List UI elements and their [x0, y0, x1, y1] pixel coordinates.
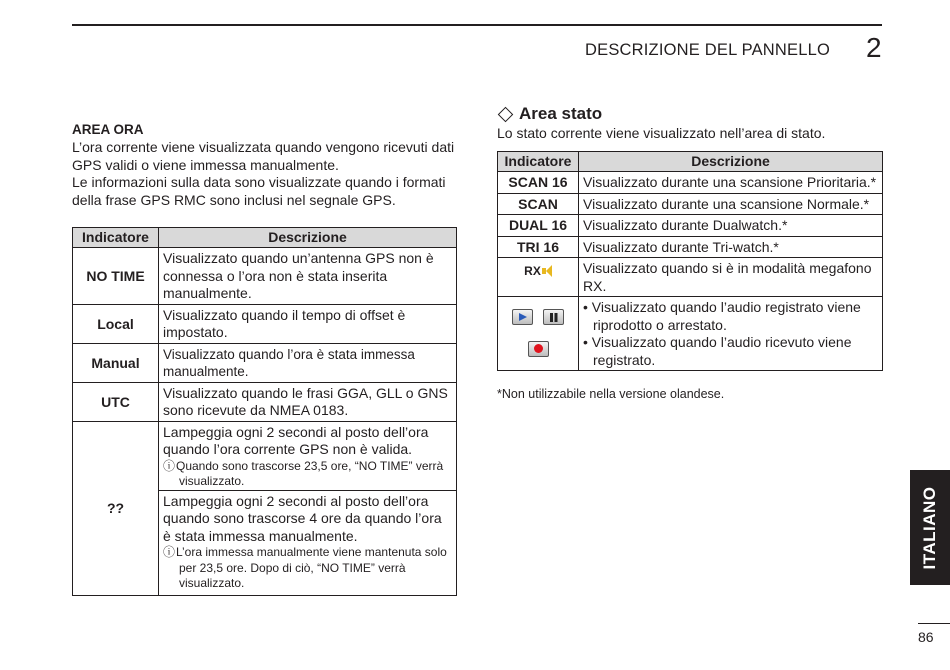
record-icon	[528, 341, 549, 357]
info-icon: ⓘ	[163, 458, 176, 473]
indicator-cell: SCAN 16	[498, 172, 579, 194]
language-tab	[910, 470, 950, 585]
paragraph: Le informazioni sulla data sono visualizzate quando i formati della frase GPS RMC sono inclusi nel segnale GPS.	[72, 174, 446, 208]
indicator-cell: Manual	[73, 343, 159, 382]
column-header: Descrizione	[159, 228, 457, 248]
status-indicator-table	[497, 151, 883, 371]
footnote: *Non utilizzabile nella versione olandese.	[497, 387, 725, 401]
description-cell: Visualizzato durante Tri-watch.*	[579, 236, 883, 258]
indicator-cell: TRI 16	[498, 236, 579, 258]
table-row	[498, 172, 883, 194]
paragraph: L’ora corrente viene visualizzata quando vengono ricevuti dati GPS validi o viene immessa manualmente.	[72, 139, 455, 173]
section-title: AREA ORA	[72, 122, 144, 137]
table-row	[73, 343, 457, 382]
table-row	[73, 304, 457, 343]
rx-label: RX	[524, 264, 541, 278]
diamond-icon	[498, 106, 514, 122]
speaker-cone	[546, 265, 552, 277]
description-cell: Visualizzato quando le frasi GGA, GLL o GNS sono ricevute da NMEA 0183.	[159, 382, 457, 421]
column-header: Indicatore	[498, 152, 579, 172]
description-text: Lampeggia ogni 2 secondi al posto dell’ora quando sono trascorse 4 ore da quando l’ora è stata immessa manualmente.	[163, 492, 442, 544]
page-rule	[918, 623, 950, 624]
playback-icons	[498, 309, 578, 327]
record-icons	[498, 341, 578, 359]
description-cell: Visualizzato quando l’ora è stata immessa manualmente.	[159, 343, 457, 382]
table-row	[498, 297, 883, 371]
play-icon	[512, 309, 533, 325]
table-row	[73, 248, 457, 305]
pause-icon	[543, 309, 564, 325]
indicator-cell: Local	[73, 304, 159, 343]
section-subtitle: Lo stato corrente viene visualizzato nell’area di stato.	[497, 125, 826, 141]
sub-description	[159, 490, 456, 594]
table-row	[498, 215, 883, 237]
indicator-cell: ??	[73, 421, 159, 595]
table-row	[498, 193, 883, 215]
chapter-title: DESCRIZIONE DEL PANNELLO	[585, 41, 831, 59]
note-text: L’ora immessa manualmente viene mantenuta solo per 23,5 ore. Dopo di ciò, “NO TIME” verrà visualizzato.	[176, 545, 447, 590]
table-header-row	[498, 152, 883, 172]
time-area-section	[72, 121, 462, 209]
bullet-item: • Visualizzato quando l’audio ricevuto viene registrato.	[583, 334, 852, 368]
language-label: ITALIANO	[920, 485, 939, 570]
indicator-cell: DUAL 16	[498, 215, 579, 237]
section-heading-text: Area stato	[519, 104, 603, 123]
description-cell: Visualizzato quando un’antenna GPS non è connessa o l’ora non è stata inserita manualmente.	[159, 248, 457, 305]
description-cell: Visualizzato durante Dualwatch.*	[579, 215, 883, 237]
rx-megaphone-icon	[524, 264, 552, 278]
chapter-number: 2	[866, 32, 882, 63]
description-cell: Visualizzato durante una scansione Prioritaria.*	[579, 172, 883, 194]
note-text: Quando sono trascorse 23,5 ore, “NO TIME” verrà visualizzato.	[176, 458, 444, 488]
indicator-cell: UTC	[73, 382, 159, 421]
table-row	[73, 382, 457, 421]
table-header-row	[73, 228, 457, 248]
indicator-cell	[498, 258, 579, 297]
description-cell: Visualizzato durante una scansione Normale.*	[579, 193, 883, 215]
note	[163, 545, 452, 592]
indicator-cell: SCAN	[498, 193, 579, 215]
bullet-item: • Visualizzato quando l’audio registrato viene riprodotto o arrestato.	[583, 299, 861, 333]
time-indicator-table	[72, 227, 457, 596]
note	[163, 459, 452, 490]
column-header: Indicatore	[73, 228, 159, 248]
description-cell	[159, 421, 457, 595]
page-number: 86	[918, 629, 934, 645]
indicator-cell: NO TIME	[73, 248, 159, 305]
status-area-section	[497, 103, 887, 142]
column-header: Descrizione	[579, 152, 883, 172]
description-cell	[579, 297, 883, 371]
table-row	[498, 258, 883, 297]
top-rule	[72, 24, 882, 26]
description-text: Lampeggia ogni 2 secondi al posto dell’ora quando l’ora corrente GPS non è valida.	[163, 423, 429, 457]
indicator-cell	[498, 297, 579, 371]
table-row	[498, 236, 883, 258]
table-row	[73, 421, 457, 595]
info-icon: ⓘ	[163, 545, 176, 559]
description-cell: Visualizzato quando si è in modalità megafono RX.	[579, 258, 883, 297]
description-cell: Visualizzato quando il tempo di offset è impostato.	[159, 304, 457, 343]
section-heading	[497, 103, 887, 125]
